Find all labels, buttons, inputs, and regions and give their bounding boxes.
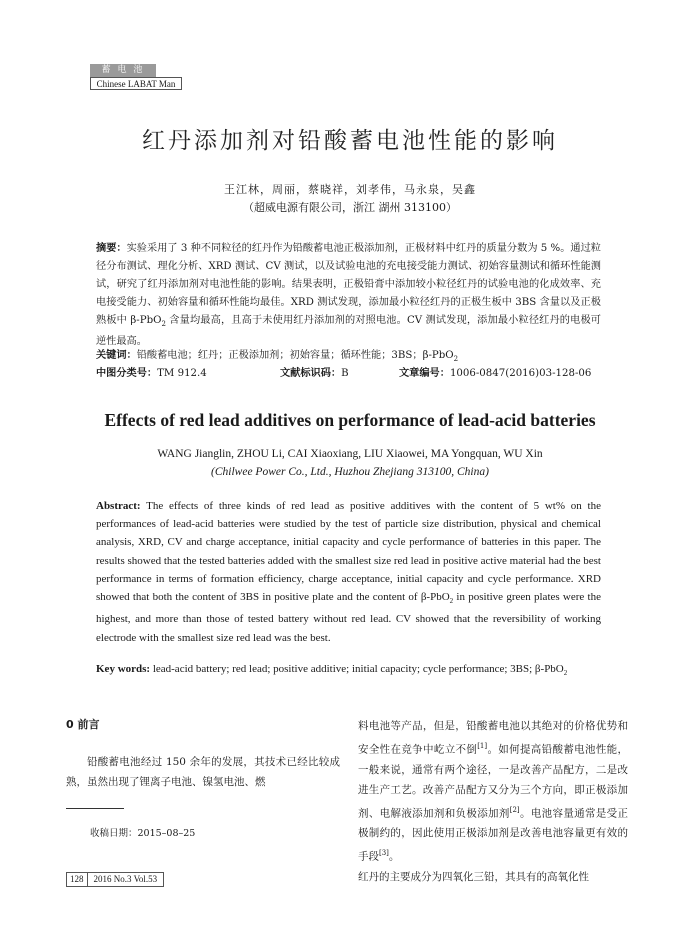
en-abstract-label: Abstract: [96,500,141,512]
en-affiliation: (Chilwee Power Co., Ltd., Huzhou Zhejiang 313100, China) [211,466,489,478]
page-footer [66,872,164,887]
cn-abstract-text: 实验采用了 3 种不同粒径的红丹作为铅酸蓄电池正极添加剂，正极材料中红丹的质量分数为 5 %。通过粒径分布测试、理化分析、XRD 测试、CV 测试，以及试验电池的充电接受能力测试、初始容量测试和循环性能测试，研究了红丹添加剂对电池性能的影响。结果表明，正极铅膏中添加较小粒径红丹的试验电池的化成效率、充电接受能力、初始容量和循环性能均最佳。XRD 测试发现，添加最小粒径红丹的正极生板中 3BS 含量以及正极熟板中 β-PbO [96,243,601,326]
body-text: 。电池容量通常是受正极制约的，因此使用正极添加剂是改善电池容量更有效的手段 [358,807,629,863]
doc-code-value: B [341,368,349,379]
article-number-label: 文章编号： [399,368,450,379]
en-abstract-text-cont: in positive green plates were the highest, and more than those of tested battery without red lead. CV showed that the reversibility of working electrode with the smallest size red lead was the best. [96,591,601,644]
journal-name: Chinese LABAT Man [90,77,182,90]
cn-abstract-label: 摘要： [96,243,127,254]
footnote-divider [66,808,124,809]
article-number-value: 1006-0847(2016)03-128-06 [449,368,592,379]
body-paragraph [358,716,628,867]
page-number: 128 [67,873,88,886]
citation: [2] [509,805,520,814]
cn-affiliation: （超威电源有限公司，浙江 湖州 313100） [243,201,457,214]
en-keywords-text: lead-acid battery; red lead; positive additive; initial capacity; cycle performance; 3BS; β-PbO [150,663,564,675]
body-text: 。如何提高铅酸蓄电池性能，一般来说，通常有两个途径，一是改善产品配方，二是改进生产工艺。改善产品配方又分为三个方向，即正极添加剂、电解液添加剂和负极添加剂 [358,743,629,819]
body-right-column [358,716,628,887]
cn-abstract-text-cont: 含量均最高，且高于未使用红丹添加剂的对照电池。CV 测试发现，添加最小粒径红丹的电极可逆性最高。 [96,315,601,348]
en-keywords-label: Key words: [96,663,151,675]
body-paragraph: 红丹的主要成分为四氧化三铅，其具有的高氧化性 [358,870,589,883]
citation: [1] [477,742,488,750]
en-keywords [96,660,601,682]
en-abstract-text: The effects of three kinds of red lead as positive additives with the content of 5 wt% on the performances of lead-acid batteries were studied by the test of particle size distribution, physical and chemical analysis, XRD, CV and charge acceptance, initial capacity and cycle performance of batteries in this paper. The results showed that the tested batteries added with the smallest size red lead in positive active material had the best performance in terms of formation efficiency, charge acceptance, initial capacity and cycle performance. XRD showed that both the content of 3BS in positive plate and the content of β-PbO [96,500,601,604]
cn-title: 红丹添加剂对铅酸蓄电池性能的影响 [142,128,558,154]
cn-keywords-text: 铅酸蓄电池；红丹；正极添加剂；初始容量；循环性能；3BS；β-PbO [136,350,454,361]
subscript: 2 [453,355,459,364]
subscript: 2 [161,320,166,329]
received-date-footnote: 收稿日期：2015–08–25 [90,828,196,839]
en-title: Effects of red lead additives on performance of lead-acid batteries [104,410,596,430]
body-text: 料电池等产品，但是，铅酸蓄电池以其绝对的价格优势和安全性在竞争中屹立不倒 [358,720,628,756]
journal-volume: 2016 No.3 Vol.53 [93,874,158,884]
subscript: 2 [563,669,568,678]
section-heading: 0 前言 [66,718,100,731]
cn-abstract [96,240,601,351]
clc-label: 中图分类号： [96,368,158,379]
journal-section-tag: 蓄 电 池 [90,64,156,77]
body-left-column: 铅酸蓄电池经过 150 余年的发展，其技术已经比较成熟，虽然出现了锂离子电池、镍氢电池、燃 [66,756,340,788]
citation: [3] [379,849,389,857]
cn-keywords-label: 关键词： [96,350,137,361]
en-authors: WANG Jianglin, ZHOU Li, CAI Xiaoxiang, LIU Xiaowei, MA Yongquan, WU Xin [157,448,543,460]
clc-value: TM 912.4 [157,368,207,379]
doc-code-label: 文献标识码： [280,368,342,379]
subscript: 2 [449,597,454,606]
body-text: 。 [388,850,400,863]
cn-authors: 王江林，周丽，蔡晓祥，刘孝伟，马永泉，吴鑫 [224,183,476,196]
en-abstract [96,497,601,647]
